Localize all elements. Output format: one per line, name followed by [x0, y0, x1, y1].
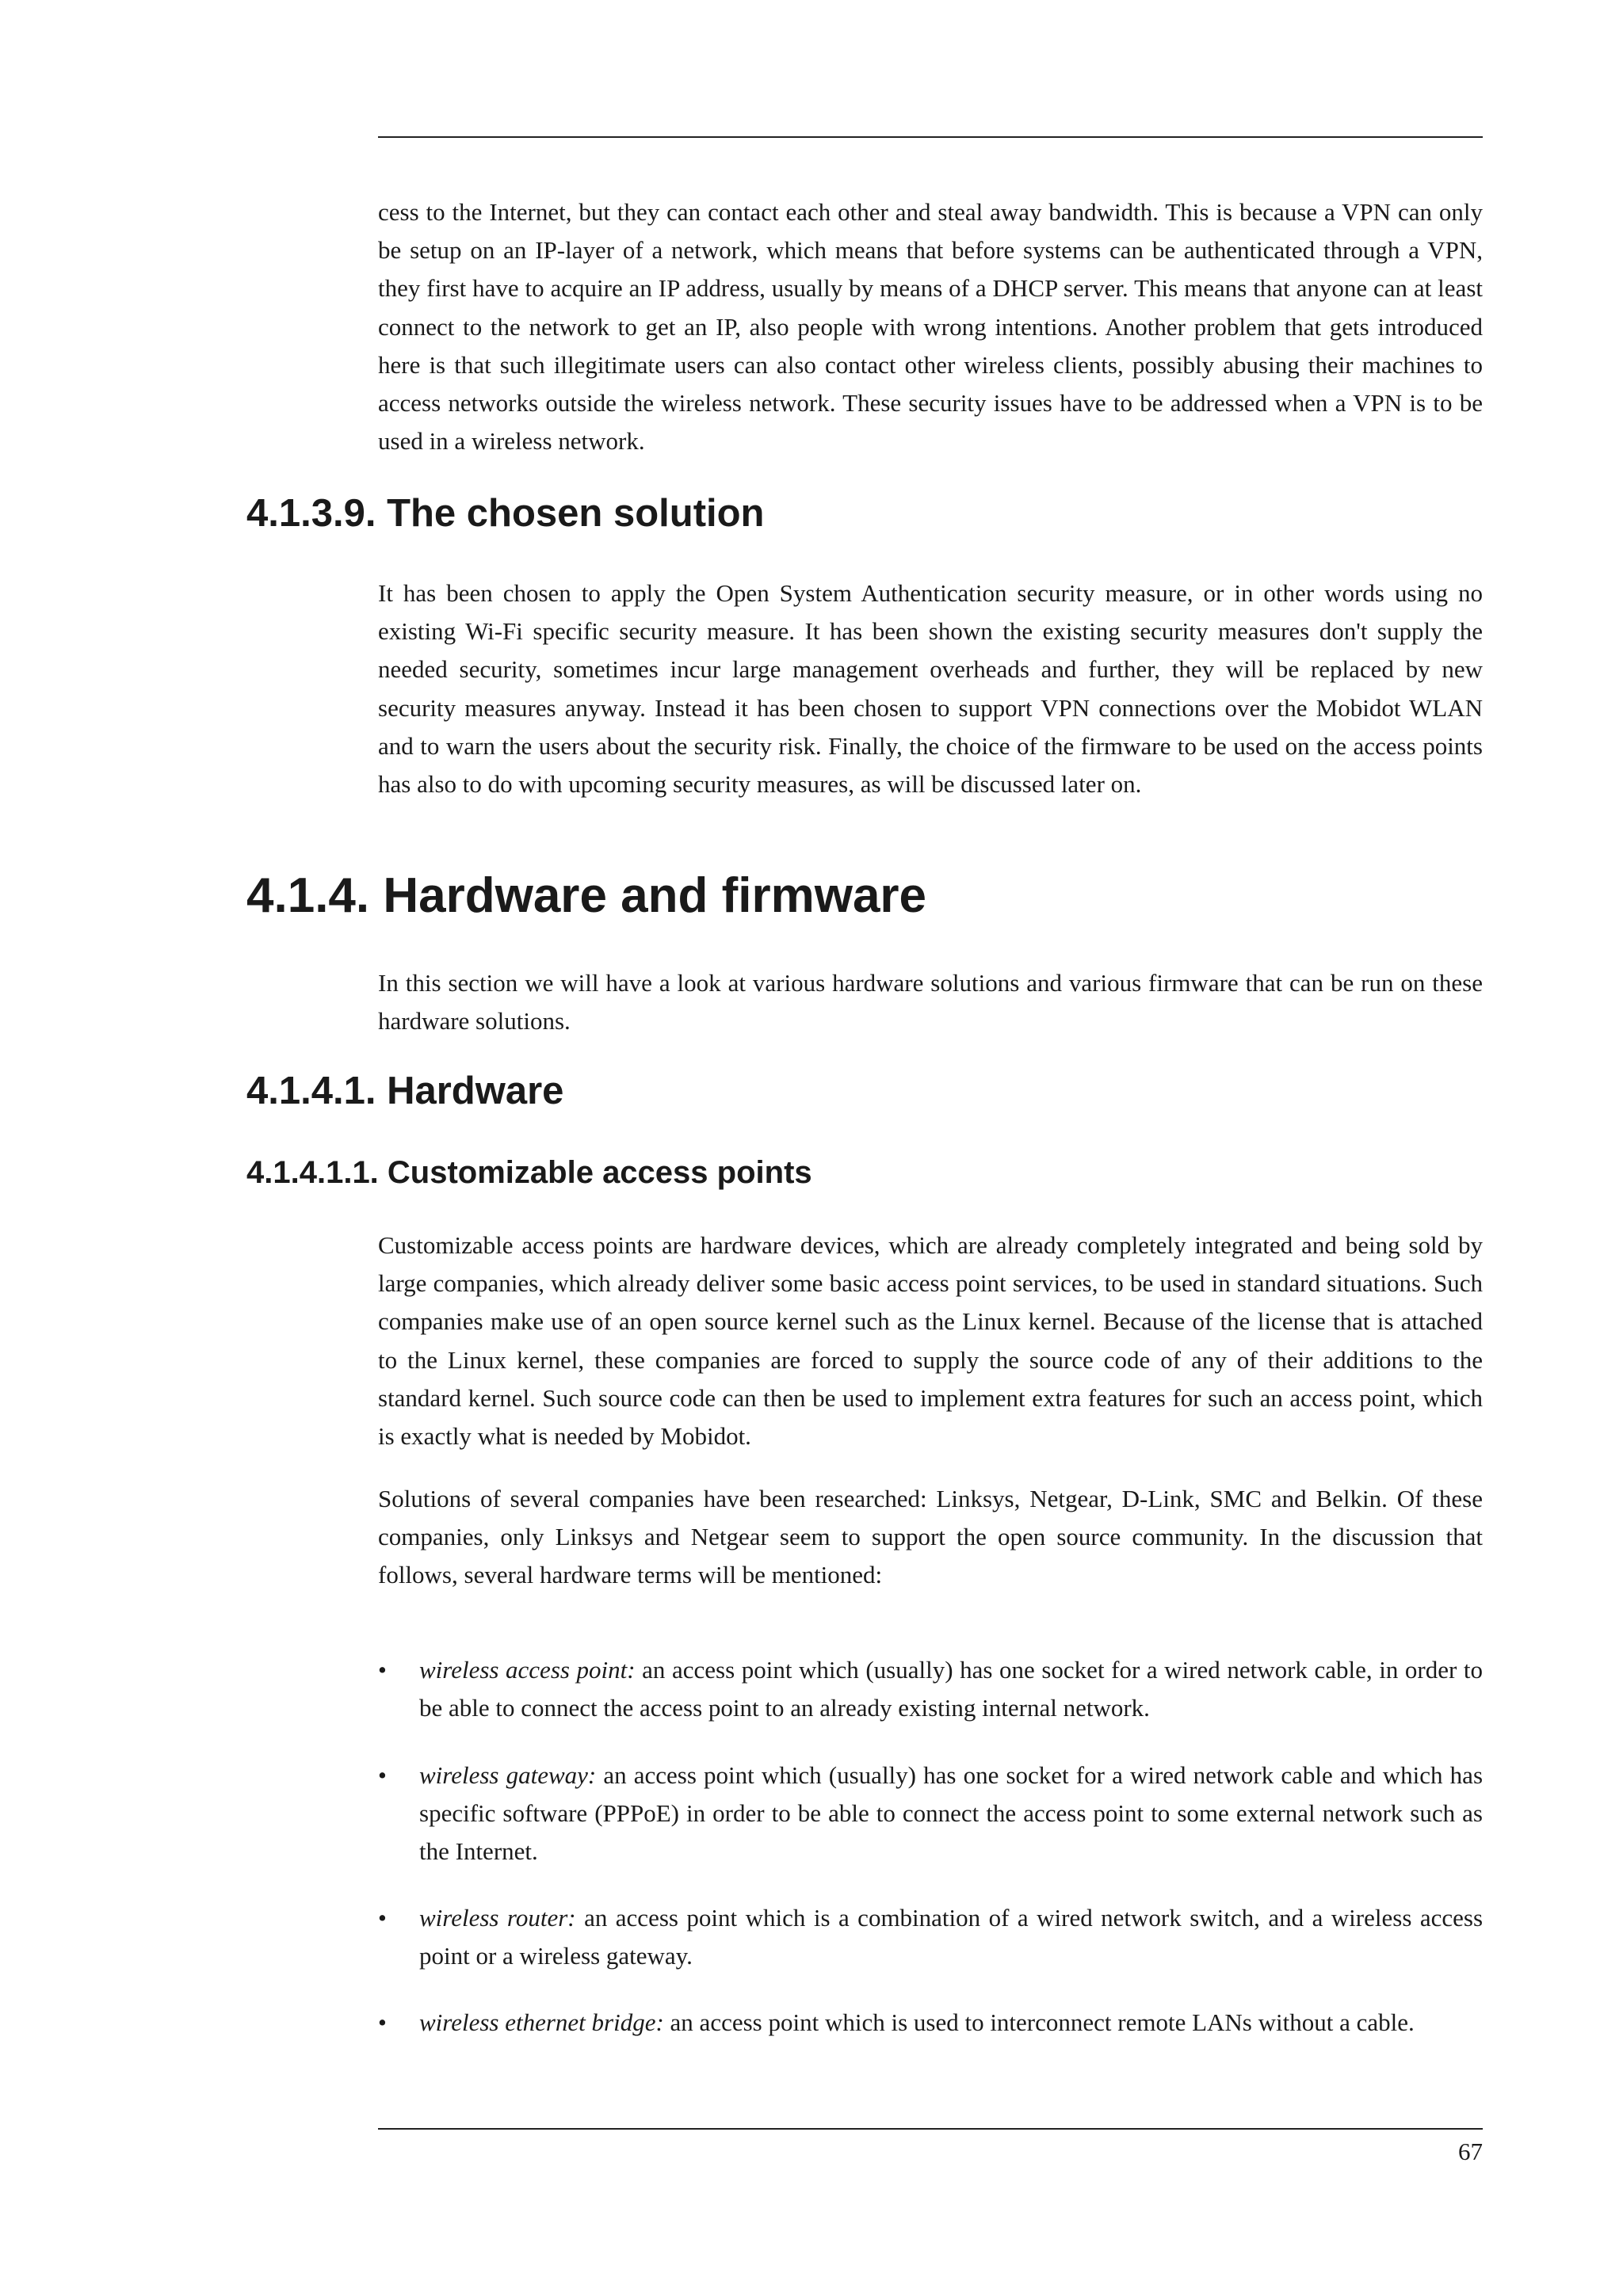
bullet-icon: •: [378, 1761, 387, 1789]
bullet-icon: •: [378, 1904, 387, 1932]
list-item-term: wireless gateway:: [419, 1761, 597, 1789]
heading-chosen-solution: 4.1.3.9. The chosen solution: [246, 492, 765, 535]
bullet-icon: •: [378, 1656, 387, 1684]
page-number: 67: [1458, 2138, 1483, 2165]
customizable-paragraph-1: Customizable access points are hardware devices, which are already completely integrated and being sold by large companies, which already deliver some basic access point services, to be used in standard situations. Such companies make use of an open source kernel such as the Linux kernel. Because of the license that is attached to the Linux kernel, these companies are forced to supply the source code of any of their additions to the standard kernel. Such source code can then be used to implement extra features for such an access point, which is exactly what is needed by Mobidot.: [378, 1231, 1483, 1451]
list-item-term: wireless access point:: [419, 1656, 636, 1684]
customizable-paragraph-2: Solutions of several companies have been researched: Linksys, Netgear, D-Link, SMC and Belkin. Of these companies, only Linksys and Netgear seem to support the open source community. In the discussion that follows, several hardware terms will be mentioned:: [378, 1485, 1483, 1589]
header-rule: [378, 136, 1483, 138]
hardware-firmware-paragraph: In this section we will have a look at various hardware solutions and various firmware that can be run on these hardware solutions.: [378, 969, 1483, 1035]
bullet-icon: •: [378, 2008, 387, 2036]
heading-hardware: 4.1.4.1. Hardware: [246, 1070, 564, 1112]
heading-hardware-and-firmware: 4.1.4. Hardware and firmware: [246, 868, 927, 923]
list-item-definition: an access point which (usually) has one socket for a wired network cable, in order to be able to connect the access point to an already existing internal network.: [419, 1656, 1483, 1722]
list-item-text: [419, 1899, 1483, 1975]
list-item-definition: an access point which is a combination of a wired network switch, and a wireless access point or a wireless gateway.: [419, 1904, 1484, 1970]
list-item-term: wireless ethernet bridge:: [419, 2008, 664, 2036]
footer-rule: [378, 2128, 1483, 2130]
list-item-text: [419, 2004, 1483, 2042]
list-item-definition: an access point which (usually) has one socket for a wired network cable and which has specific software (PPPoE) in order to be able to connect the access point to some external network such as the Internet.: [419, 1761, 1484, 1866]
chosen-solution-paragraph: It has been chosen to apply the Open System Authentication security measure, or in other words using no existing Wi-Fi specific security measure. It has been shown the existing security measures don't supply the needed security, sometimes incur large management overheads and further, they will be replaced by new security measures anyway. Instead it has been chosen to support VPN connections over the Mobidot WLAN and to warn the users about the security risk. Finally, the choice of the firmware to be used on the access points has also to do with upcoming security measures, as will be discussed later on.: [378, 579, 1483, 799]
list-item-text: [419, 1651, 1483, 1727]
list-item-definition: an access point which is used to interconnect remote LANs without a cable.: [663, 2008, 1415, 2036]
intro-paragraph: cess to the Internet, but they can contact each other and steal away bandwidth. This is because a VPN can only be setup on an IP-layer of a network, which means that before systems can be authenticated through a VPN, they first have to acquire an IP address, usually by means of a DHCP server. This means that anyone can at least connect to the network to get an IP, also people with wrong intentions. Another problem that gets introduced here is that such illegitimate users can also contact other wireless clients, possibly abusing their machines to access networks outside the wireless network. These security issues have to be addressed when a VPN is to be used in a wireless network.: [378, 198, 1483, 456]
list-item-text: [419, 1756, 1483, 1871]
heading-customizable-access-points: 4.1.4.1.1. Customizable access points: [246, 1155, 812, 1190]
list-item-term: wireless router:: [419, 1904, 576, 1932]
